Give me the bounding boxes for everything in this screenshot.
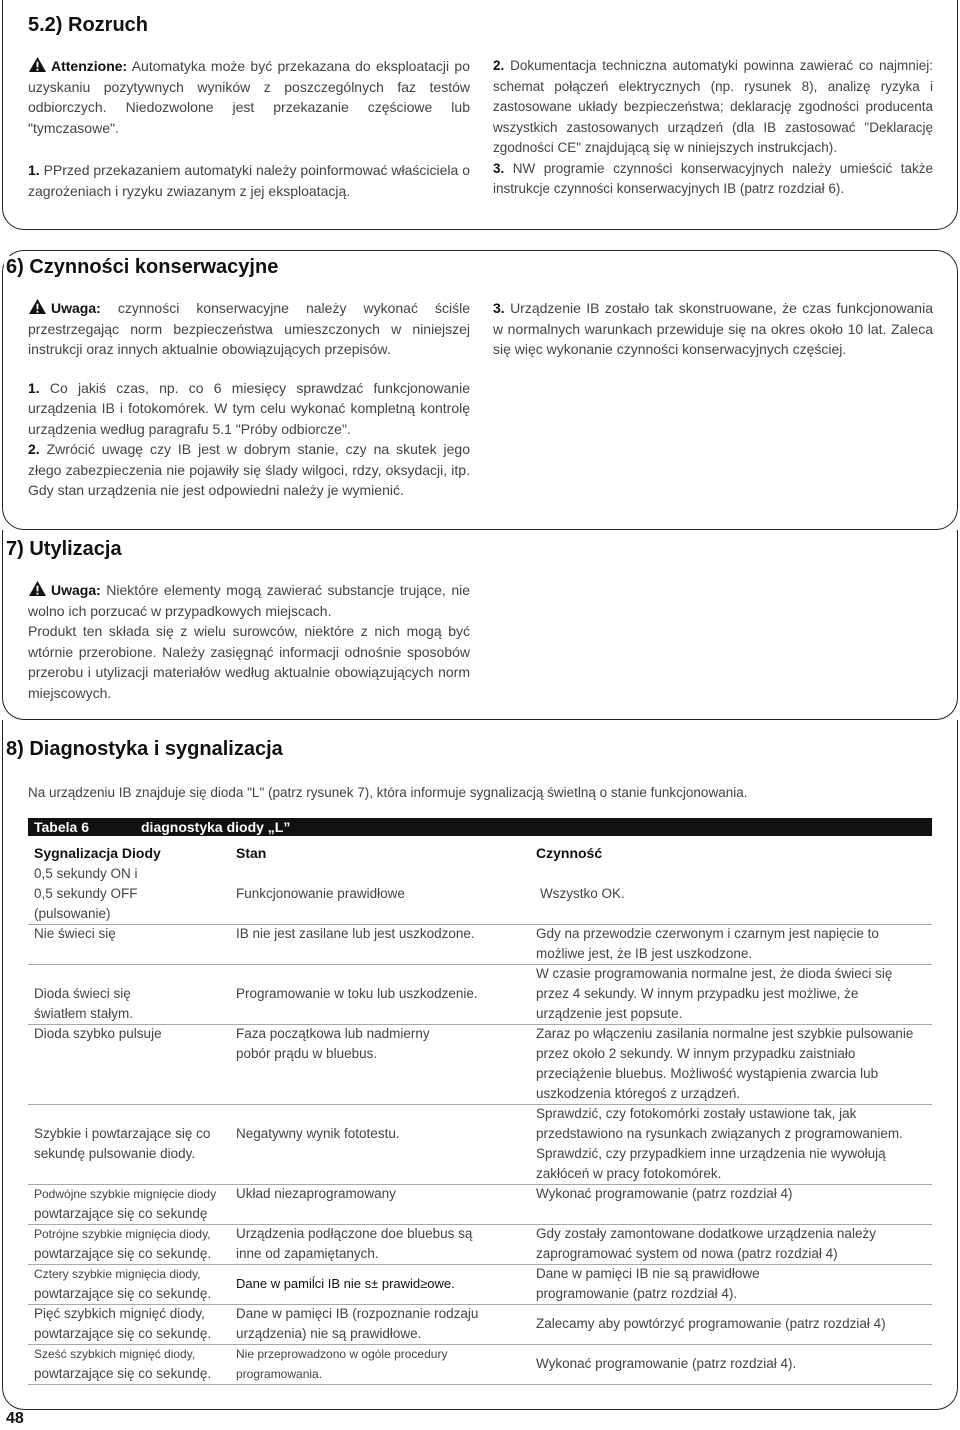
column-header: Sygnalizacja Diody — [34, 845, 161, 861]
table-row — [28, 924, 932, 965]
state-cell: Funkcjonowanie prawidłowe — [236, 886, 405, 901]
table-row — [28, 964, 932, 1025]
section-6-right — [493, 298, 933, 360]
signal-cell: Szybkie i powtarzające się co sekundę pulsowanie diody. — [34, 1126, 211, 1161]
state-cell: IB nie jest zasilane lub jest uszkodzone. — [236, 926, 475, 941]
table-row — [28, 1104, 932, 1185]
action-cell: Wykonać programowanie (patrz rozdział 4). — [536, 1356, 797, 1371]
action-cell: Zalecamy aby powtórzyć programowanie (patrz rozdział 4) — [536, 1316, 886, 1331]
section-7-title: 7) Utylizacja — [4, 538, 128, 561]
section-8-title: 8) Diagnostyka i sygnalizacja — [4, 738, 289, 761]
signal-cell: Podwójne szybkie mignięcie diody — [34, 1187, 217, 1201]
list-item: 3. NW programie czynności konserwacyjnych należy umieścić także instrukcje czynności konserwacyjnych IB (patrz rozdział 6). — [493, 160, 933, 196]
paragraph: Produkt ten składa się z wielu surowców, niektóre z nich mogą być wtórnie przerobione. Należy zasięgnąć informacji odnośnie sposobów przerobu i utylizacji materiałów według aktualnie obowiązujących norm miejscowych. — [28, 623, 470, 701]
table-row — [28, 864, 932, 925]
column-header: Czynność — [536, 845, 603, 861]
table-header-bar — [28, 818, 932, 836]
signal-cell: Dioda świeci się światłem stałym. — [34, 986, 134, 1021]
state-cell: Nie przeprowadzono w ogóle procedury programowania. — [236, 1347, 448, 1381]
table-title: diagnostyka diody „L” — [141, 819, 291, 835]
state-cell: Urządzenia podłączone doe bluebus są inne od zapamiętanych. — [236, 1226, 473, 1261]
state-cell: Układ niezaprogramowany — [236, 1186, 396, 1201]
signal-cell: Potrójne szybkie mignięcia diody, — [34, 1227, 211, 1241]
list-item: 1. Co jakiś czas, np. co 6 miesięcy sprawdzać funkcjonowanie urządzenia IB i fotokomórek. W tym celu wykonać kompletną kontrolę urządzenia według paragrafu 5.1 "Próby odbiorcze". — [28, 379, 470, 437]
state-cell: Negatywny wynik fototestu. — [236, 1126, 400, 1141]
table-row — [28, 1184, 932, 1225]
signal-cell: 0,5 sekundy ON i 0,5 sekundy OFF (pulsowanie) — [34, 866, 138, 921]
action-cell: Zaraz po włączeniu zasilania normalne jest szybkie pulsowanie przez około 2 sekundy. W innym przypadku zaistniało przeciążenie bluebus. Możliwość wystąpienia zwarcia lub uszkodzenia któregoś z urządzeń. — [536, 1026, 914, 1101]
table-header-row — [28, 842, 932, 864]
warning-label: Attenzione: — [51, 58, 128, 74]
action-cell: Gdy zostały zamontowane dodatkowe urządzenia należy zaprogramować system od nowa (patrz rozdział 4) — [536, 1226, 876, 1261]
section-5-2-title: 5.2) Rozruch — [28, 14, 149, 36]
action-cell: Gdy na przewodzie czerwonym i czarnym jest napięcie to możliwe jest, że IB jest uszkodzone. — [536, 926, 879, 961]
state-cell: Dane w pamiĺci IB nie s± prawid≥owe. — [236, 1276, 455, 1291]
state-cell: Dane w pamięci IB (rozpoznanie rodzaju urządzenia) nie są prawidłowe. — [236, 1306, 479, 1341]
section-5-2-left — [28, 56, 470, 201]
signal-cell: Nie świeci się — [34, 926, 116, 941]
action-cell: Dane w pamięci IB nie są prawidłowe programowanie (patrz rozdział 4). — [536, 1266, 760, 1301]
warning-paragraph: Attenzione: Automatyka może być przekazana do eksploatacji po uzyskaniu pozytywnych wyników z poszczególnych faz testów odbiorczych. Niedozwolone jest przekazanie częściowe lub "tymczasowe". — [28, 58, 470, 136]
action-cell: Sprawdzić, czy fotokomórki zostały ustawione tak, jak przedstawiono na rysunkach związanych z programowaniem. Sprawdzić, czy przypadkiem inne urządzenia nie wywołują zakłóceń w pracy fotokomórek. — [536, 1106, 903, 1181]
table-label: Tabela 6 — [34, 819, 89, 835]
table-row — [28, 1224, 932, 1265]
signal-cell: powtarzające się co sekundę. — [34, 1366, 212, 1381]
list-item: 3. Urządzenie IB zostało tak skonstruowane, że czas funkcjonowania w normalnych warunkach przewiduje się na okres około 10 lat. Zaleca się więc wykonanie czynności konserwacyjnych częściej. — [493, 300, 933, 357]
signal-cell: powtarzające się co sekundę. — [34, 1286, 212, 1301]
action-cell: W czasie programowania normalne jest, że dioda świeci się przez 4 sekundy. W innym przypadku jest możliwe, że urządzenie jest popsute. — [536, 966, 893, 1021]
warning-paragraph: Uwaga: czynności konserwacyjne należy wykonać ściśle przestrzegając norm bezpieczeństwa umieszczonych w niniejszej instrukcji oraz innych aktualnie obowiązujących przepisów. — [28, 300, 470, 357]
signal-cell: powtarzające się co sekundę. — [34, 1326, 212, 1341]
warning-triangle-icon — [28, 298, 47, 315]
action-cell: Wszystko OK. — [540, 886, 625, 901]
state-cell: Faza początkowa lub nadmierny pobór prądu w bluebus. — [236, 1026, 430, 1061]
signal-cell: Dioda szybko pulsuje — [34, 1026, 162, 1041]
table-row — [28, 1304, 932, 1345]
section-6-title: 6) Czynności konserwacyjne — [4, 256, 284, 279]
warning-triangle-icon — [28, 580, 47, 597]
section-5-2-right — [493, 56, 933, 200]
warning-label: Uwaga: — [51, 300, 101, 316]
table-row — [28, 1024, 932, 1105]
signal-cell: powtarzające się co sekundę — [34, 1206, 208, 1221]
table-row — [28, 1344, 932, 1385]
warning-paragraph: Uwaga: Niektóre elementy mogą zawierać substancje trujące, nie wolno ich porzucać w przypadkowych miejscach. — [28, 582, 470, 619]
list-item: 2. Dokumentacja techniczna automatyki powinna zawierać co najmniej: schemat połączeń elektrycznych (np. rysunek 8), analizę ryzyka i zastosowane układy bezpieczeństwa; deklarację zgodności producenta wszystkich zastosowanych urządzeń (dla IB zastosować "Deklarację zgodności CE" znajdującą się w niniejszych instrukcjach). — [493, 58, 933, 155]
list-item: 2. Zwrócić uwagę czy IB jest w dobrym stanie, czy na skutek jego złego zabezpieczenia nie pojawiły się ślady wilgoci, rdzy, oksydacji, itp. Gdy stan urządzenia nie jest odpowiedni należy je wymienić. — [28, 441, 470, 498]
section-7-body — [28, 580, 470, 703]
state-cell: Programowanie w toku lub uszkodzenie. — [236, 986, 478, 1001]
table-row — [28, 1264, 932, 1305]
list-item: 1. PPrzed przekazaniem automatyki należy poinformować właściciela o zagrożeniach i ryzyku zwiazanym z jej eksploatacją. — [28, 162, 470, 199]
page-number: 48 — [6, 1410, 24, 1427]
signal-cell: Sześć szybkich mignięć diody, — [34, 1347, 196, 1361]
signal-cell: Pięć szybkich mignięć diody, — [34, 1306, 205, 1321]
signal-cell: powtarzające się co sekundę. — [34, 1246, 212, 1261]
action-cell: Wykonać programowanie (patrz rozdział 4) — [536, 1186, 793, 1201]
section-8-intro: Na urządzeniu IB znajduje się dioda "L" (patrz rysunek 7), która informuje sygnalizacją świetlną o stanie funkcjonowania. — [28, 785, 748, 800]
signal-cell: Cztery szybkie mignięcia diody, — [34, 1267, 201, 1281]
section-6-left — [28, 298, 470, 501]
warning-triangle-icon — [28, 56, 47, 73]
column-header: Stan — [236, 845, 267, 861]
warning-label: Uwaga: — [51, 582, 101, 598]
